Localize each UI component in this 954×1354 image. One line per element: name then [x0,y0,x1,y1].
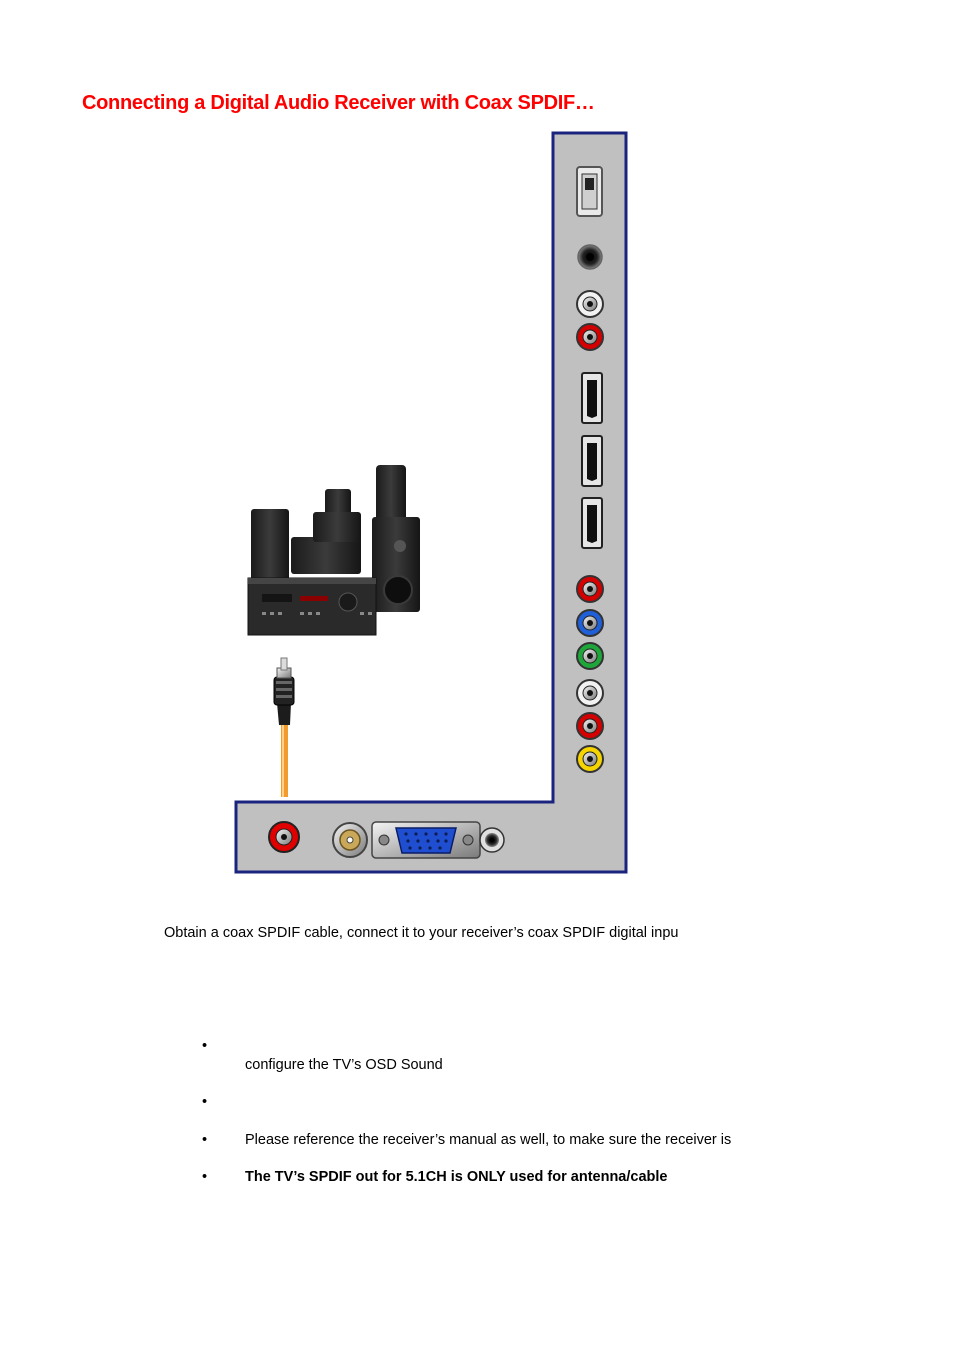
page-title: Connecting a Digital Audio Receiver with Coax SPDIF… [82,92,595,114]
composite-white-icon[interactable] [577,680,603,706]
bullet-marker: • [202,1094,208,1110]
bullet-text: Please reference the receiver’s manual as well, to make sure the receiver is [245,1132,732,1148]
rca-white-icon[interactable] [577,291,603,317]
hdmi-port-icon[interactable] [582,436,602,486]
tv-connection-panel [236,133,626,872]
vga-port-icon[interactable] [372,822,480,858]
rca-red-icon[interactable] [577,324,603,350]
audio-jack-icon[interactable] [578,245,602,269]
component-green-icon[interactable] [577,643,603,669]
bullet-marker: • [202,1132,208,1148]
bullet-marker: • [202,1169,208,1185]
coax-rca-cable-icon [274,658,294,797]
composite-yellow-icon[interactable] [577,746,603,772]
spdif-coax-port-icon[interactable] [269,822,299,852]
component-blue-icon[interactable] [577,610,603,636]
component-red-icon[interactable] [577,576,603,602]
composite-red-icon[interactable] [577,713,603,739]
instruction-text: Obtain a coax SPDIF cable, connect it to your receiver’s coax SPDIF digital inpu [164,925,679,941]
usb-port-icon[interactable] [577,167,602,216]
antenna-port-icon[interactable] [333,823,367,857]
bullet-text: The TV’s SPDIF out for 5.1CH is ONLY used for antenna/cable [245,1169,668,1185]
hdmi-port-icon[interactable] [582,498,602,548]
bullet-marker: • [202,1038,208,1054]
hdmi-port-icon[interactable] [582,373,602,423]
pc-audio-jack-icon[interactable] [480,828,504,852]
home-theater-system-icon [248,465,420,635]
bullet-text: configure the TV’s OSD Sound [245,1057,443,1073]
